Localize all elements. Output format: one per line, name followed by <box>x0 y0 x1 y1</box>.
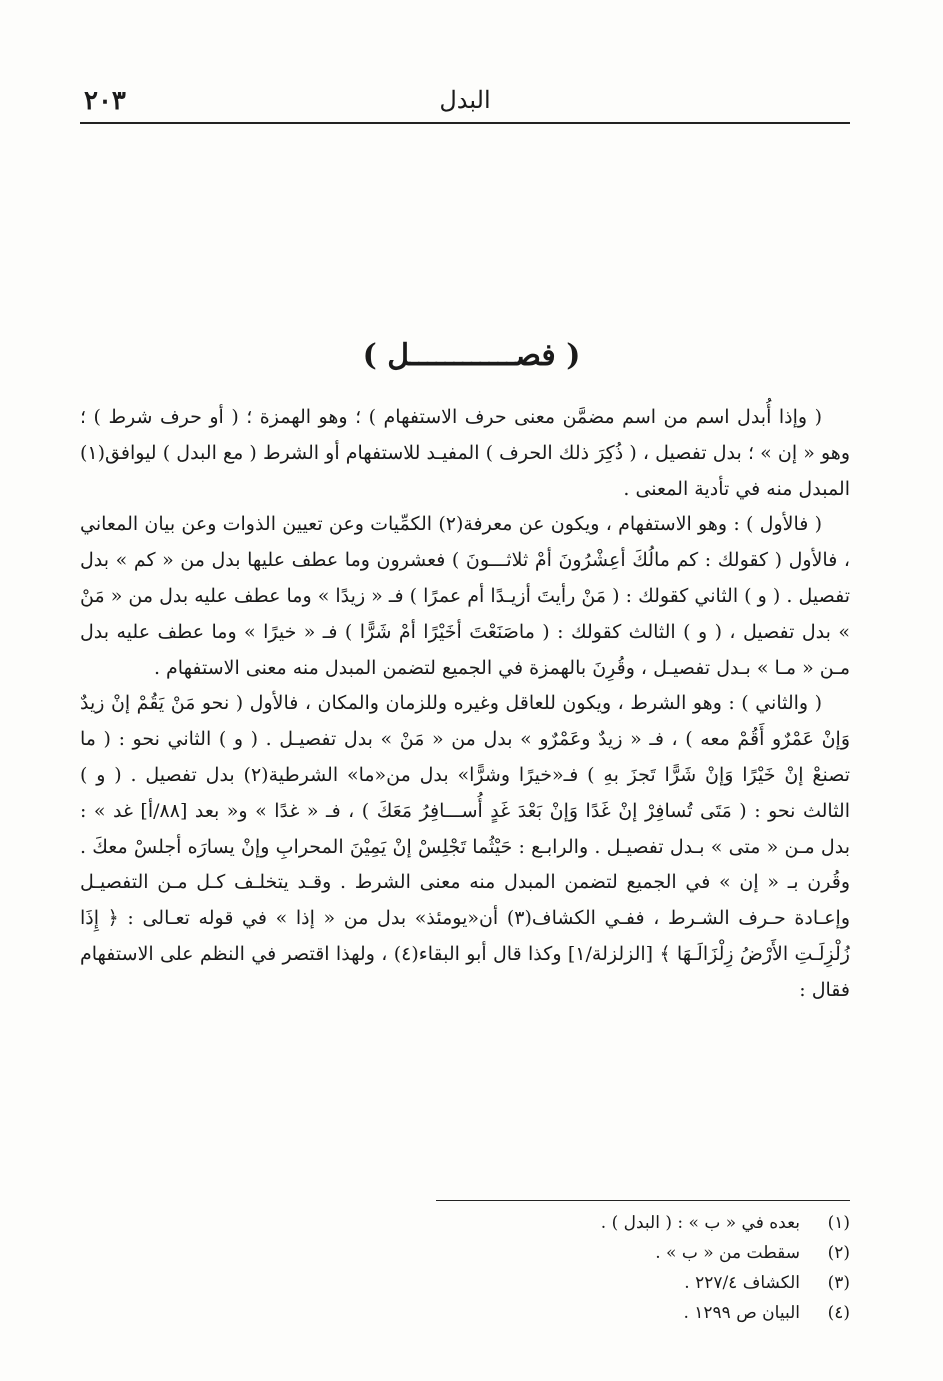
footnote-number: (٢) <box>827 1243 850 1263</box>
footnote-text: سقطت من « ب » . <box>655 1243 800 1263</box>
paragraph: ( والثاني ) : وهو الشرط ، ويكون للعاقل وغيره وللزمان والمكان ، فالأول ( نحو مَنْ يَقُمْ إنْ زيدٌ وَإنْ عَمْرٌو أَقُمْ معه ) ، فـ « زيدٌ وعَمْرٌو » بدل من « مَنْ » بدل تفصيـل . ( و ) الثاني نحو : ( ما تصنعْ إنْ خَيْرًا وَإنْ شَرًّا تَجزَ بهِ ) فـ«خيرًا وشرًّا» بدل من«ما» الشرطية(٢) بدل تفصيل . ( و ) الثالث نحو : ( مَتَى تُسافِرْ إنْ غَدًا وَإنْ بَعْدَ غَدٍ أُســـافِرُ مَعَكَ ) ، فـ « غدًا » و« بعد [٨٨/أ] غد » : بدل مـن « متى » بـدل تفصيـل . والرابـع : حَيْثُما تَجْلِسْ إنْ يَمِيْنَ المحرابِ وإنْ يسارَه أجلسْ معكَ . وقُرن بـ « إن » في الجميع لتضمن المبدل منه معنى الشرط . وقـد يتخلـف كـل مـن التفصيـل وإعـادة حـرف الشـرط ، ففـي الكشاف(٣) أن«يومئذ» بدل من « إذا » في قوله تعـالى : ﴿ إِذَا زُلْزِلَـتِ الأَرْضُ زِلْزَالَـهَا ﴾ [الزلزلة/١] وكذا قال أبو البقاء(٤) ، ولهذا اقتصر في النظم على الاستفهام فقال : <box>80 692 850 1001</box>
footnote-text: بعده في « ب » : ( البدل ) . <box>600 1213 800 1233</box>
page-number: ٢٠٣ <box>84 86 126 116</box>
footnote-number: (٣) <box>827 1273 850 1293</box>
footnote <box>80 1208 850 1238</box>
paragraph: ( فالأول ) : وهو الاستفهام ، ويكون عن معرفة(٢) الكمِّيات وعن تعيين الذوات وعن بيان المعاني ، فالأول ( كقولك : كم مالُكَ أعِشْرُونَ أمْ ثلاثـــونَ ) فعشرون وما عطف عليها بدل من « كم » بدل تفصيل . ( و ) الثاني كقولك : ( مَنْ رأيتَ أزيـدًا أم عمرًا ) فـ « زيدًا » وما عطف عليه بدل من « مَنْ » بدل تفصيل ، ( و ) الثالث كقولك : ( ماصَنَعْتَ أخَيْرًا أمْ شَرًّا ) فـ « خيرًا » وما عطف عليه بدل مـن « مـا » بـدل تفصيـل ، وقُرِنَ بالهمزة في الجميع لتضمن المبدل منه معنى الاستفهام . <box>80 513 850 679</box>
footnote <box>80 1238 850 1268</box>
footnote-text: الكشاف ٢٢٧/٤ . <box>684 1273 800 1293</box>
footnote <box>80 1298 850 1328</box>
footnotes <box>80 1208 850 1328</box>
footnote-number: (١) <box>827 1213 850 1233</box>
footnote-number: (٤) <box>827 1303 850 1323</box>
running-title: البدل <box>439 86 491 114</box>
footnote-divider <box>436 1200 850 1201</box>
page-header <box>80 86 850 124</box>
footnote <box>80 1268 850 1298</box>
paragraph: ( وإذا أُبدل اسم من اسم مضمَّن معنى حرف الاستفهام ) ؛ وهو الهمزة ؛ ( أو حرف شرط ) ؛ وهو « إن » ؛ بدل تفصيل ، ( ذُكِرَ ذلك الحرف ) المفيـد للاستفهام أو الشرط ( مع البدل ) ليوافق(١) المبدل منه في تأدية المعنى . <box>80 406 850 500</box>
section-title: ( فصــــــــــــل ) <box>362 338 581 373</box>
footnote-text: البيان ص ١٢٩٩ . <box>683 1303 800 1323</box>
body-text <box>80 400 850 1009</box>
